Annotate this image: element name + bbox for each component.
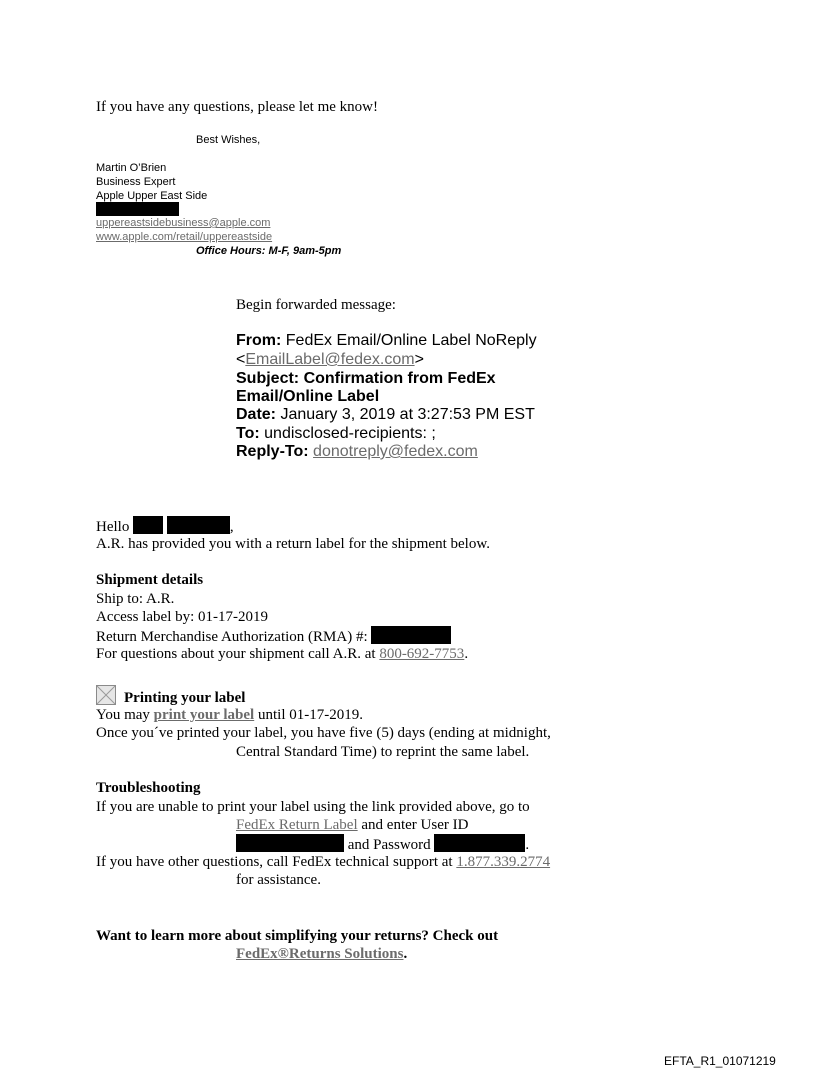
- to-value: undisclosed-recipients: ;: [264, 425, 436, 442]
- trouble-line-2: [236, 816, 468, 835]
- date-value: January 3, 2019 at 3:27:53 PM EST: [280, 406, 535, 423]
- rma-label: Return Merchandise Authorization (RMA) #:: [96, 629, 368, 645]
- document-id: EFTA_R1_01071219: [664, 1054, 776, 1068]
- broken-image-icon-graphic: [97, 686, 115, 704]
- signature-closing: Best Wishes,: [196, 134, 261, 146]
- learn-more-line: Want to learn more about simplifying your returns? Check out: [96, 928, 499, 944]
- subject-line-2: Email/Online Label: [236, 388, 380, 405]
- broken-image-icon: [96, 685, 116, 705]
- forward-date-line: [236, 406, 535, 424]
- signature-website-link[interactable]: www.apple.com/retail/uppereastside: [96, 231, 273, 243]
- intro-text: If you have any questions, please let me know!: [96, 99, 379, 115]
- signature-store: Apple Upper East Side: [96, 190, 208, 202]
- return-label-link[interactable]: FedEx Return Label: [236, 817, 358, 833]
- questions-text: For questions about your shipment call A.R. at: [96, 646, 376, 662]
- redaction-block: [434, 834, 525, 852]
- redaction-block: [133, 516, 163, 534]
- userid-text: and enter User ID: [361, 817, 469, 833]
- print-label-link[interactable]: print your label: [153, 707, 255, 723]
- reprint-line-1: Once you´ve printed your label, you have five (5) days (ending at midnight,: [96, 725, 551, 741]
- signature-name: Martin O’Brien: [96, 162, 167, 174]
- signature-title: Business Expert: [96, 176, 176, 188]
- support-line: [96, 853, 550, 872]
- rma-line: [96, 626, 451, 647]
- shipment-heading: Shipment details: [96, 572, 204, 588]
- returns-solutions-link[interactable]: FedEx®Returns Solutions: [236, 946, 404, 962]
- from-label: From:: [236, 332, 282, 349]
- signature-office-hours: Office Hours: M-F, 9am-5pm: [196, 245, 342, 257]
- support-phone-link[interactable]: 1.877.339.2774: [456, 854, 551, 870]
- redaction-block: [371, 626, 451, 644]
- printing-heading: Printing your label: [124, 690, 246, 706]
- redaction-block: [236, 834, 344, 852]
- forward-replyto-line: [236, 443, 478, 461]
- assistance-line: for assistance.: [236, 872, 321, 888]
- from-value: FedEx Email/Online Label NoReply: [285, 332, 537, 349]
- replyto-label: Reply-To:: [236, 443, 309, 460]
- may-prefix: You may: [96, 707, 150, 723]
- forward-from-email-line: <EmailLabel@fedex.com>: [236, 351, 424, 368]
- may-suffix: until 01-17-2019.: [257, 707, 363, 723]
- reprint-line-2: Central Standard Time) to reprint the same label.: [236, 744, 530, 760]
- solutions-line: [236, 945, 407, 964]
- trouble-line-3: and Password .: [236, 834, 529, 855]
- signature-email-link[interactable]: uppereastsidebusiness@apple.com: [96, 217, 271, 229]
- trouble-line-1: If you are unable to print your label using the link provided above, go to: [96, 799, 530, 815]
- troubleshooting-heading: Troubleshooting: [96, 780, 201, 796]
- access-by: Access label by: 01-17-2019: [96, 609, 269, 625]
- hello-text: Hello: [96, 519, 130, 535]
- ship-to: Ship to: A.R.: [96, 591, 175, 607]
- questions-line: For questions about your shipment call A.R. at 800-692-7753.: [96, 646, 469, 662]
- to-label: To:: [236, 425, 260, 442]
- forward-from-line: [236, 332, 537, 350]
- forward-to-line: [236, 425, 436, 443]
- phone-link[interactable]: 800-692-7753: [379, 646, 465, 662]
- replyto-link[interactable]: donotreply@fedex.com: [313, 443, 478, 460]
- body-intro: A.R. has provided you with a return label for the shipment below.: [96, 536, 490, 552]
- solutions-period: .: [403, 946, 408, 962]
- forward-begin: Begin forwarded message:: [236, 297, 396, 313]
- support-text: If you have other questions, call FedEx technical support at: [96, 854, 453, 870]
- printing-heading-line: [96, 685, 245, 708]
- redaction-block: [96, 202, 179, 216]
- password-text: and Password: [347, 837, 431, 853]
- hello-line: Hello ,: [96, 516, 234, 537]
- may-print-line: [96, 706, 363, 725]
- subject-line-1: Subject: Confirmation from FedEx: [236, 370, 496, 387]
- redaction-block: [167, 516, 230, 534]
- from-email-link[interactable]: EmailLabel@fedex.com: [245, 351, 415, 368]
- date-label: Date:: [236, 406, 277, 423]
